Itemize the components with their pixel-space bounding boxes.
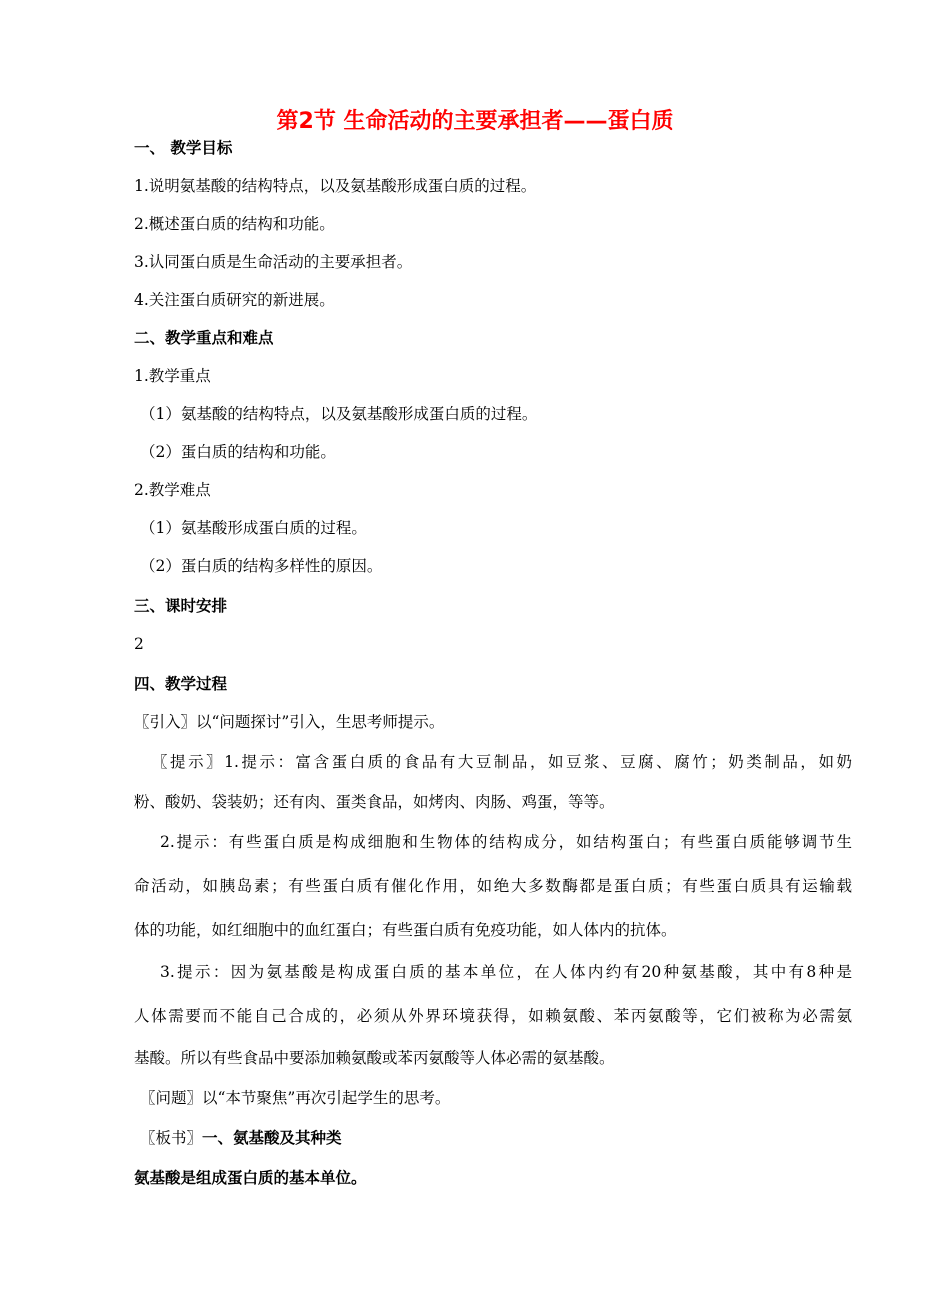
key-points-label: 1.教学重点 [134, 367, 211, 385]
hint1-line-2: 粉、酸奶、袋装奶；还有肉、蛋类食品，如烤肉、肉肠、鸡蛋，等等。 [134, 793, 615, 811]
hint1-line-1: 〖提示〗1.提示：富含蛋白质的食品有大豆制品，如豆浆、豆腐、腐竹；奶类制品，如奶 [152, 753, 852, 771]
key-point-item-1: （1）氨基酸的结构特点，以及氨基酸形成蛋白质的过程。 [140, 405, 538, 423]
key-point-item-2: （2）蛋白质的结构和功能。 [140, 443, 336, 461]
section-heading-teaching-process: 四、教学过程 [134, 675, 228, 693]
goal-item-1: 1.说明氨基酸的结构特点，以及氨基酸形成蛋白质的过程。 [134, 177, 537, 195]
hint2-line-1: 2.提示：有些蛋白质是构成细胞和生物体的结构成分，如结构蛋白；有些蛋白质能够调节生 [160, 833, 852, 851]
question-paragraph: 〖问题〗以“本节聚焦”再次引起学生的思考。 [140, 1089, 451, 1107]
goal-item-2: 2.概述蛋白质的结构和功能。 [134, 215, 335, 233]
goal-item-3: 3.认同蛋白质是生命活动的主要承担者。 [134, 253, 413, 271]
board-heading: 一、氨基酸及其种类 [202, 1129, 342, 1147]
board-line [140, 1128, 342, 1148]
hint3-line-1: 3.提示：因为氨基酸是构成蛋白质的基本单位，在人体内约有20种氨基酸，其中有8种是 [160, 963, 852, 981]
board-prefix: 〖板书〗 [140, 1129, 203, 1147]
schedule-value: 2 [134, 635, 144, 653]
hint3-line-2: 人体需要而不能自己合成的，必须从外界环境获得，如赖氨酸、苯丙氨酸等，它们被称为必需氨 [134, 1007, 852, 1025]
document-title: 第2节 生命活动的主要承担者——蛋白质 [276, 109, 674, 134]
section-heading-key-points: 二、教学重点和难点 [134, 329, 274, 347]
section-heading-schedule: 三、课时安排 [134, 597, 228, 615]
difficult-points-label: 2.教学难点 [134, 481, 211, 499]
board-statement: 氨基酸是组成蛋白质的基本单位。 [134, 1169, 367, 1187]
difficult-point-item-2: （2）蛋白质的结构多样性的原因。 [140, 557, 383, 575]
goal-item-4: 4.关注蛋白质研究的新进展。 [134, 291, 335, 309]
section-heading-teaching-goals: 一、 教学目标 [134, 139, 233, 157]
hint2-line-3: 体的功能，如红细胞中的血红蛋白；有些蛋白质有免疫功能，如人体内的抗体。 [134, 921, 677, 939]
intro-paragraph: 〖引入〗以“问题探讨”引入，生思考师提示。 [134, 713, 445, 731]
hint2-line-2: 命活动，如胰岛素；有些蛋白质有催化作用，如绝大多数酶都是蛋白质；有些蛋白质具有运输载 [134, 877, 852, 895]
hint3-line-3: 基酸。所以有些食品中要添加赖氨酸或苯丙氨酸等人体必需的氨基酸。 [134, 1049, 615, 1067]
difficult-point-item-1: （1）氨基酸形成蛋白质的过程。 [140, 519, 367, 537]
